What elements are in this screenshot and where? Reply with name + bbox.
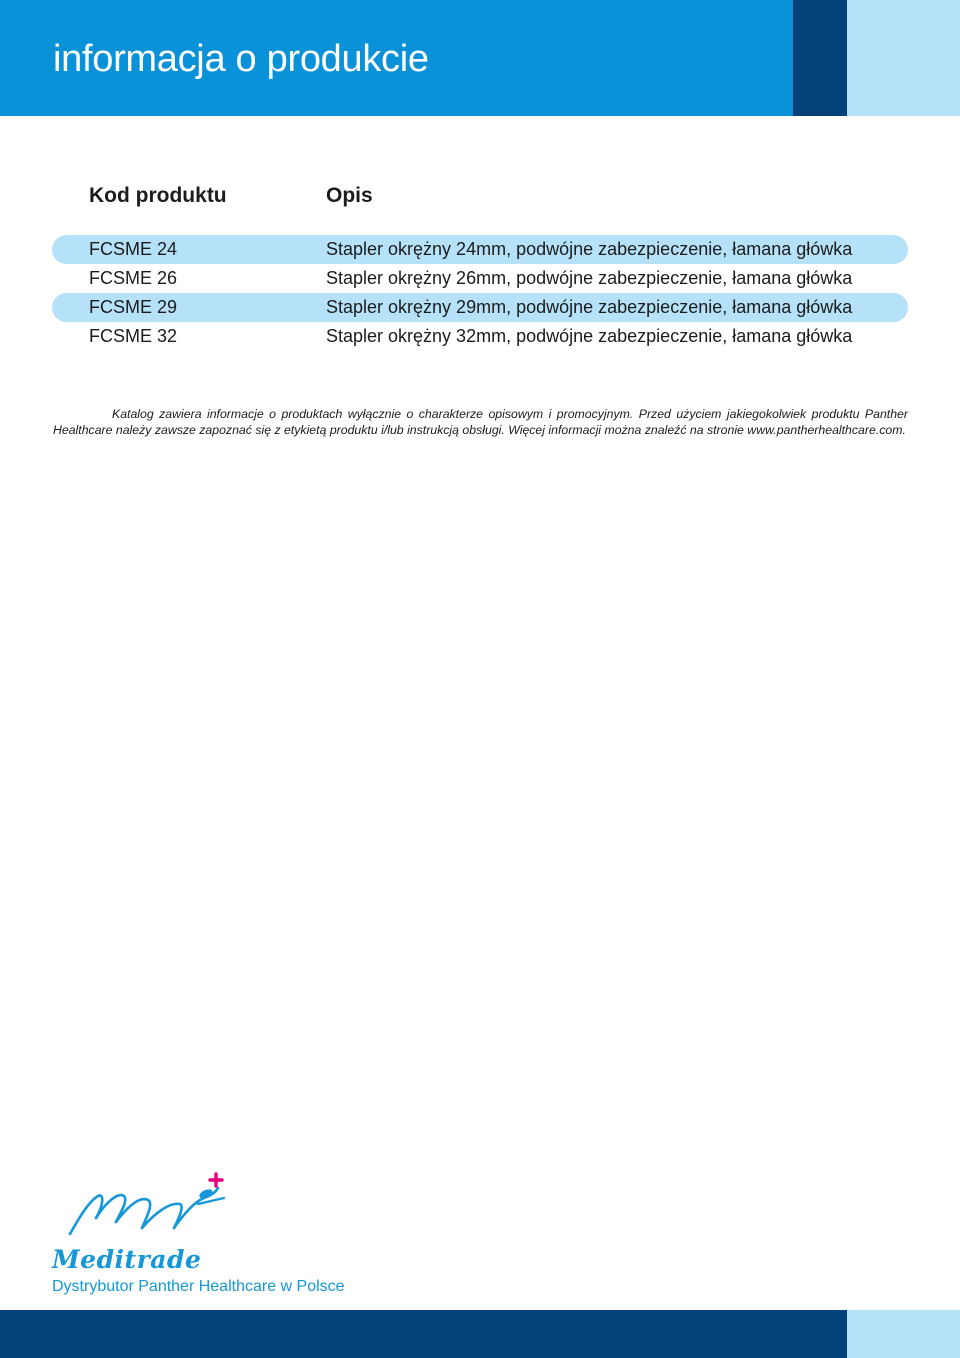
meditrade-logo-mark-icon (66, 1172, 236, 1242)
table-row (52, 322, 908, 351)
footer-dark-stripe (0, 1310, 847, 1358)
product-code: FCSME 24 (89, 239, 178, 259)
meditrade-wordmark: Meditrade (52, 1245, 202, 1274)
table-row (52, 264, 908, 293)
product-description: Stapler okrężny 29mm, podwójne zabezpieczenie, łamana główka (326, 297, 853, 317)
header-dark-stripe (793, 0, 847, 116)
product-code: FCSME 26 (89, 268, 178, 288)
product-description: Stapler okrężny 32mm, podwójne zabezpieczenie, łamana główka (326, 326, 853, 346)
table-row (52, 293, 908, 322)
header-band (0, 0, 960, 116)
footer-light-stripe (847, 1310, 960, 1358)
column-header-code: Kod produktu (89, 184, 227, 207)
distributor-subtitle: Dystrybutor Panther Healthcare w Polsce (52, 1278, 345, 1295)
disclaimer-text: Katalog zawiera informacje o produktach wyłącznie o charakterze opisowym i promocyjnym. Przed użyciem jakiegokolwiek produktu Panther Healthcare należy zawsze zapoznać się z etykietą produktu i/lub instrukcją obsługi. Więcej informacji można znaleźć na stronie www.pantherhealthcare.com. (53, 407, 908, 437)
table-row (52, 235, 908, 264)
product-code: FCSME 29 (89, 297, 178, 317)
header-light-stripe (847, 0, 960, 116)
column-header-description: Opis (326, 184, 373, 207)
product-description: Stapler okrężny 26mm, podwójne zabezpieczenie, łamana główka (326, 268, 853, 288)
product-table (52, 235, 908, 351)
page-title: informacja o produkcie (53, 38, 429, 80)
product-code: FCSME 32 (89, 326, 178, 346)
product-description: Stapler okrężny 24mm, podwójne zabezpieczenie, łamana główka (326, 239, 853, 259)
